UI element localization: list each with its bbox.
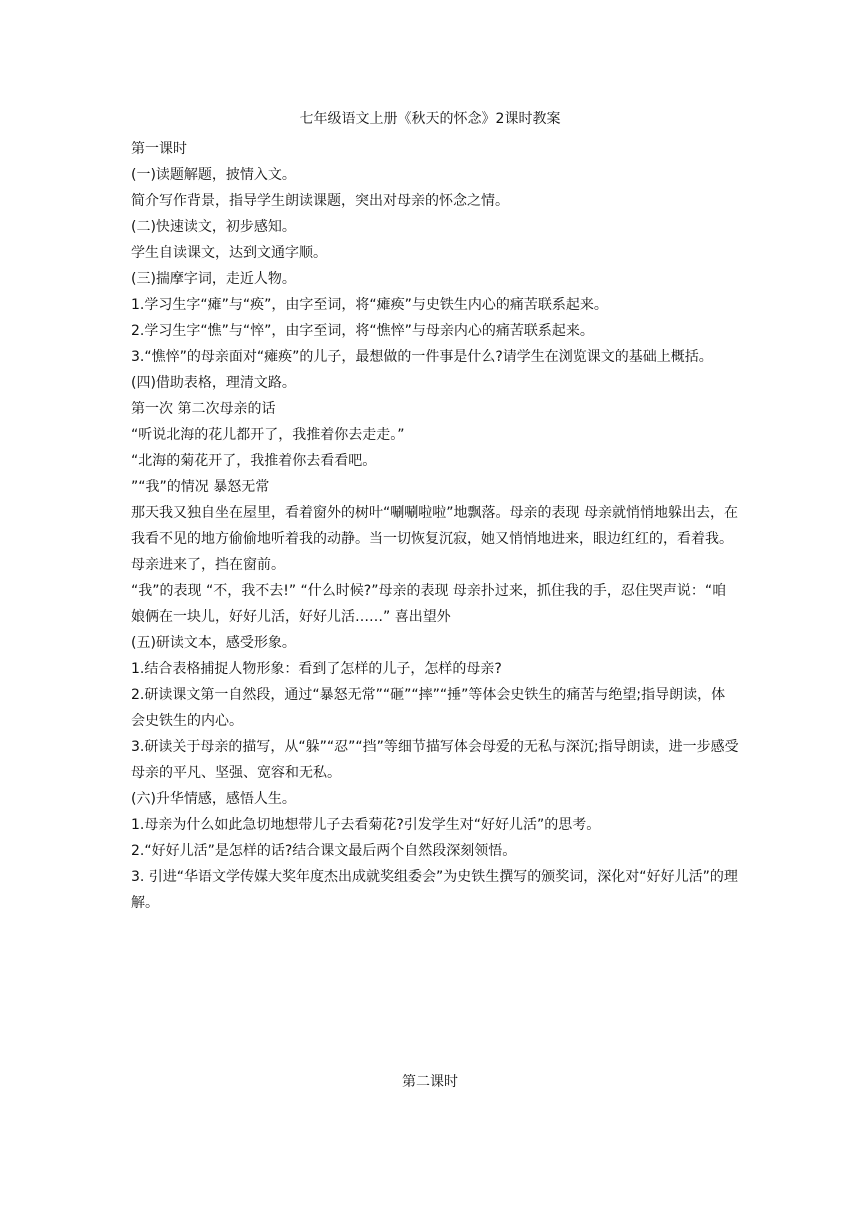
paragraph: 1.学习生字“瘫”与“痪”，由字至词，将“瘫痪”与史铁生内心的痛苦联系起来。 <box>131 297 608 313</box>
document-body <box>131 136 739 916</box>
paragraph: 2.学习生字“憔”与“悴”，由字至词，将“憔悴”与母亲内心的痛苦联系起来。 <box>131 323 594 339</box>
paragraph: (二)快速读文，初步感知。 <box>131 219 296 235</box>
paragraph: “北海的菊花开了，我推着你去看看吧。 <box>131 453 377 469</box>
document-title: 七年级语文上册《秋天的怀念》2课时教案 <box>299 111 561 127</box>
paragraph: (三)揣摩字词，走近人物。 <box>131 271 296 287</box>
paragraph: 3. 引进“华语文学传媒大奖年度杰出成就奖组委会”为史铁生撰写的颁奖词，深化对“好好儿活”的理解。 <box>131 869 738 911</box>
paragraph: 第一次 第二次母亲的话 <box>131 401 276 417</box>
paragraph: “听说北海的花儿都开了，我推着你去走走。” <box>131 427 405 443</box>
paragraph: 学生自读课文，达到文通字顺。 <box>131 245 327 261</box>
paragraph: (一)读题解题，披情入文。 <box>131 167 296 183</box>
paragraph: 3.“憔悴”的母亲面对“瘫痪”的儿子，最想做的一件事是什么?请学生在浏览课文的基础上概括。 <box>131 349 713 365</box>
lesson-heading-2: 第二课时 <box>402 1074 458 1090</box>
paragraph: “我”的表现 “不，我不去!” “什么时候?”母亲的表现 母亲扑过来，抓住我的手，忍住哭声说：“咱娘俩在一块儿，好好儿活，好好儿活……” 喜出望外 <box>131 583 727 625</box>
paragraph: 3.研读关于母亲的描写，从“躲”“忍”“挡”等细节描写体会母爱的无私与深沉;指导朗读，进一步感受母亲的平凡、坚强、宽容和无私。 <box>131 739 739 781</box>
paragraph: 1.母亲为什么如此急切地想带儿子去看菊花?引发学生对“好好儿活”的思考。 <box>131 817 601 833</box>
paragraph: 2.“好好儿活”是怎样的话?结合课文最后两个自然段深刻领悟。 <box>131 843 517 859</box>
paragraph: 那天我又独自坐在屋里，看着窗外的树叶“唰唰啦啦”地飘落。母亲的表现 母亲就悄悄地躲出去，在我看不见的地方偷偷地听着我的动静。当一切恢复沉寂，她又悄悄地进来，眼边红红的，看着我。 母亲进来了，挡在窗前。 <box>131 505 738 573</box>
paragraph: ”“我”的情况 暴怒无常 <box>131 479 270 495</box>
paragraph: (六)升华情感，感悟人生。 <box>131 791 296 807</box>
paragraph: 2.研读课文第一自然段，通过“暴怒无常”“砸”“摔”“捶”等体会史铁生的痛苦与绝望;指导朗读，体会史铁生的内心。 <box>131 687 726 729</box>
paragraph: 简介写作背景，指导学生朗读课题，突出对母亲的怀念之情。 <box>131 193 509 209</box>
paragraph: 1.结合表格捕捉人物形象：看到了怎样的儿子，怎样的母亲? <box>131 661 502 677</box>
lesson-heading: 第一课时 <box>131 141 187 157</box>
paragraph: (四)借助表格，理清文路。 <box>131 375 296 391</box>
paragraph: (五)研读文本，感受形象。 <box>131 635 296 651</box>
